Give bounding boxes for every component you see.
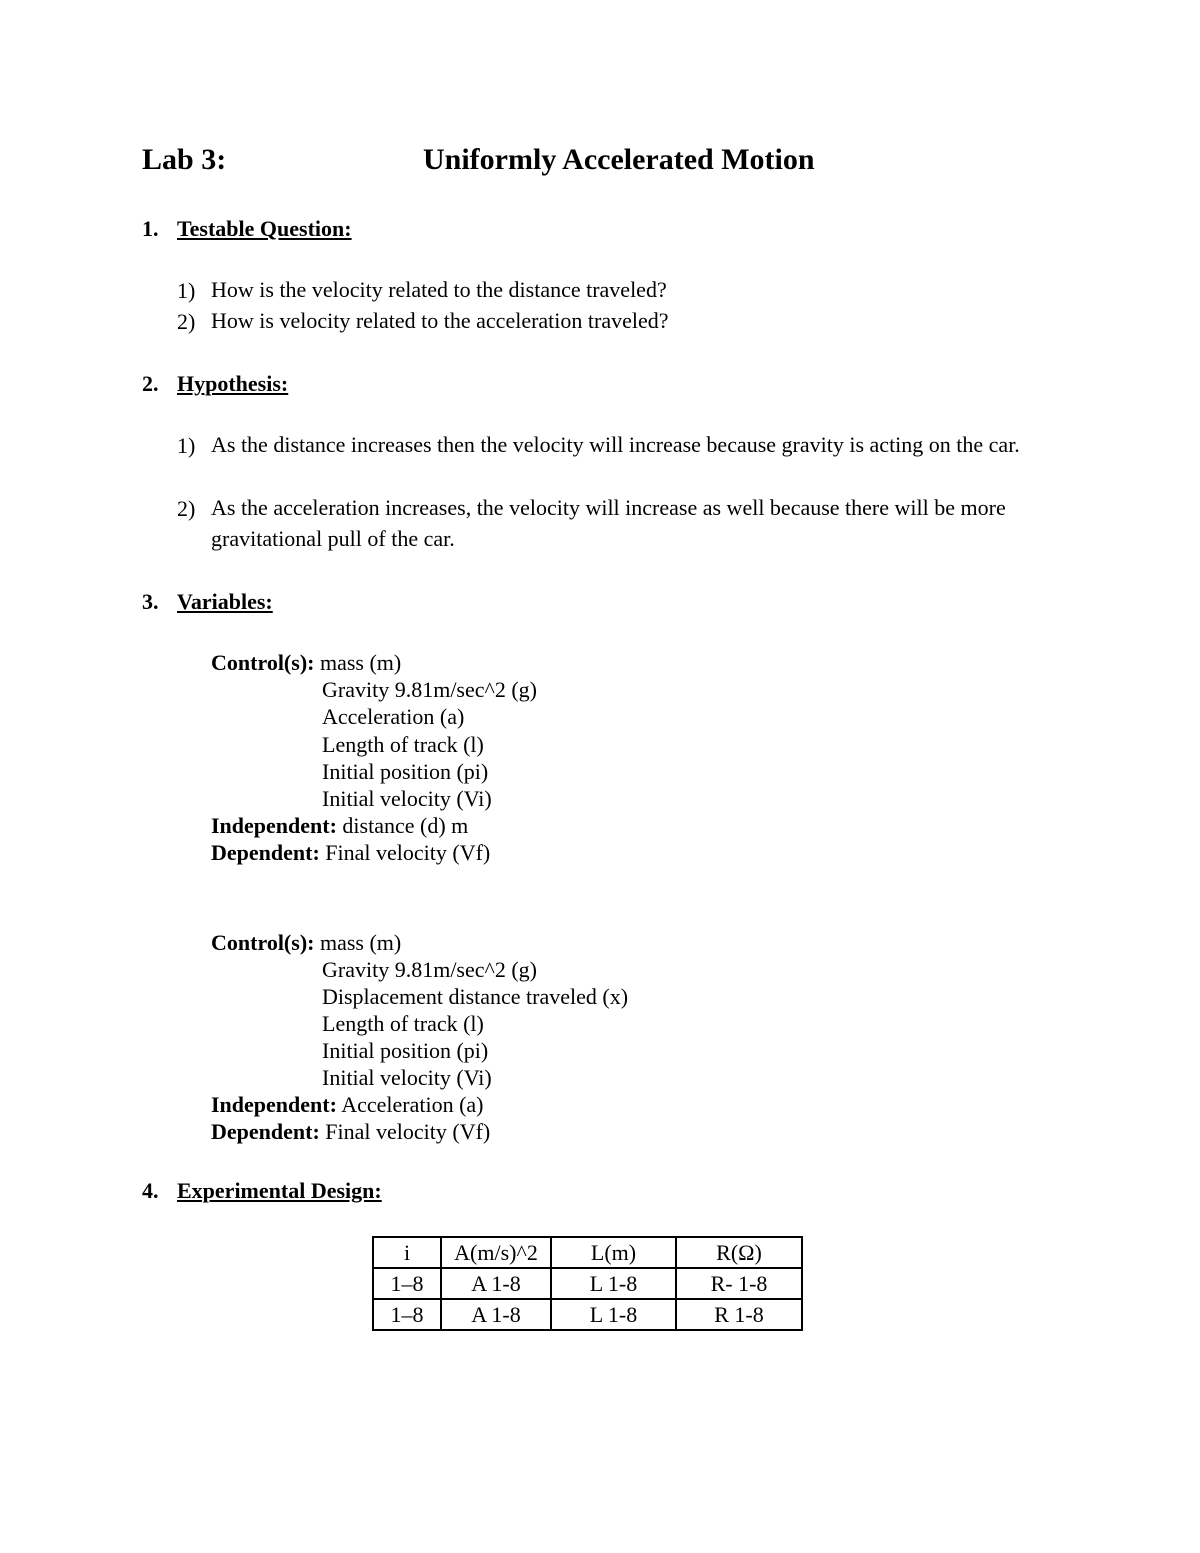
control-value: Displacement distance traveled (x) xyxy=(322,984,629,1009)
section-number: 4. xyxy=(142,1178,159,1203)
table-header-cell: A(m/s)^2 xyxy=(441,1237,551,1268)
experimental-design-table xyxy=(372,1236,803,1331)
list-item-number: 2) xyxy=(177,309,196,334)
table-header-row xyxy=(373,1237,802,1268)
table-cell: 1–8 xyxy=(373,1299,441,1330)
control-value: Initial position (pi) xyxy=(322,1038,489,1063)
independent-line xyxy=(211,1092,484,1118)
table-cell: L 1-8 xyxy=(551,1268,676,1299)
independent-label: Independent: xyxy=(211,1092,337,1117)
independent-label: Independent: xyxy=(211,813,337,838)
control-value: mass (m) xyxy=(319,930,402,955)
table-header-cell: L(m) xyxy=(551,1237,676,1268)
control-value: Length of track (l) xyxy=(322,732,484,757)
independent-value: distance (d) m xyxy=(342,813,469,838)
control-label: Control(s): xyxy=(211,930,315,955)
section-number: 2. xyxy=(142,371,159,396)
list-item-text: As the acceleration increases, the velocity will increase as well because there will be more gravitational pull of the car. xyxy=(211,495,1006,551)
section-heading-experimental-design: Experimental Design: xyxy=(177,1178,382,1203)
dependent-label: Dependent: xyxy=(211,840,320,865)
independent-value: Acceleration (a) xyxy=(341,1092,484,1117)
list-item-text: How is velocity related to the acceleration traveled? xyxy=(211,308,669,333)
page-title: Uniformly Accelerated Motion xyxy=(423,143,815,176)
control-label: Control(s): xyxy=(211,650,315,675)
list-item-number: 1) xyxy=(177,278,196,303)
independent-line xyxy=(211,813,468,839)
list-item-number: 1) xyxy=(177,433,196,458)
dependent-line xyxy=(211,1119,490,1145)
dependent-value: Final velocity (Vf) xyxy=(325,840,491,865)
control-value: Initial position (pi) xyxy=(322,759,489,784)
section-heading-testable-question: Testable Question: xyxy=(177,216,352,241)
table-row xyxy=(373,1268,802,1299)
table-cell: 1–8 xyxy=(373,1268,441,1299)
dependent-line xyxy=(211,840,490,866)
control-value: Gravity 9.81m/sec^2 (g) xyxy=(322,957,537,982)
section-heading-hypothesis: Hypothesis: xyxy=(177,371,289,396)
table-cell: L 1-8 xyxy=(551,1299,676,1330)
control-line xyxy=(211,650,401,676)
control-value: Initial velocity (Vi) xyxy=(322,786,492,811)
dependent-label: Dependent: xyxy=(211,1119,320,1144)
control-value: Length of track (l) xyxy=(322,1011,484,1036)
table-row xyxy=(373,1299,802,1330)
control-value: Initial velocity (Vi) xyxy=(322,1065,492,1090)
list-item-text: How is the velocity related to the distance traveled? xyxy=(211,277,667,302)
control-value: Gravity 9.81m/sec^2 (g) xyxy=(322,677,537,702)
control-value: mass (m) xyxy=(319,650,402,675)
section-number: 1. xyxy=(142,216,159,241)
list-item-number: 2) xyxy=(177,496,196,521)
control-line xyxy=(211,930,401,956)
control-value: Acceleration (a) xyxy=(322,704,465,729)
table-cell: A 1-8 xyxy=(441,1268,551,1299)
table-cell: A 1-8 xyxy=(441,1299,551,1330)
list-item-text: As the distance increases then the velocity will increase because gravity is acting on the car. xyxy=(211,432,1020,457)
table-cell: R 1-8 xyxy=(676,1299,802,1330)
table-header-cell: R(Ω) xyxy=(676,1237,802,1268)
section-number: 3. xyxy=(142,589,159,614)
table-cell: R- 1-8 xyxy=(676,1268,802,1299)
lab-number: Lab 3: xyxy=(142,143,227,176)
section-heading-variables: Variables: xyxy=(177,589,273,614)
table-header-cell: i xyxy=(373,1237,441,1268)
dependent-value: Final velocity (Vf) xyxy=(325,1119,491,1144)
